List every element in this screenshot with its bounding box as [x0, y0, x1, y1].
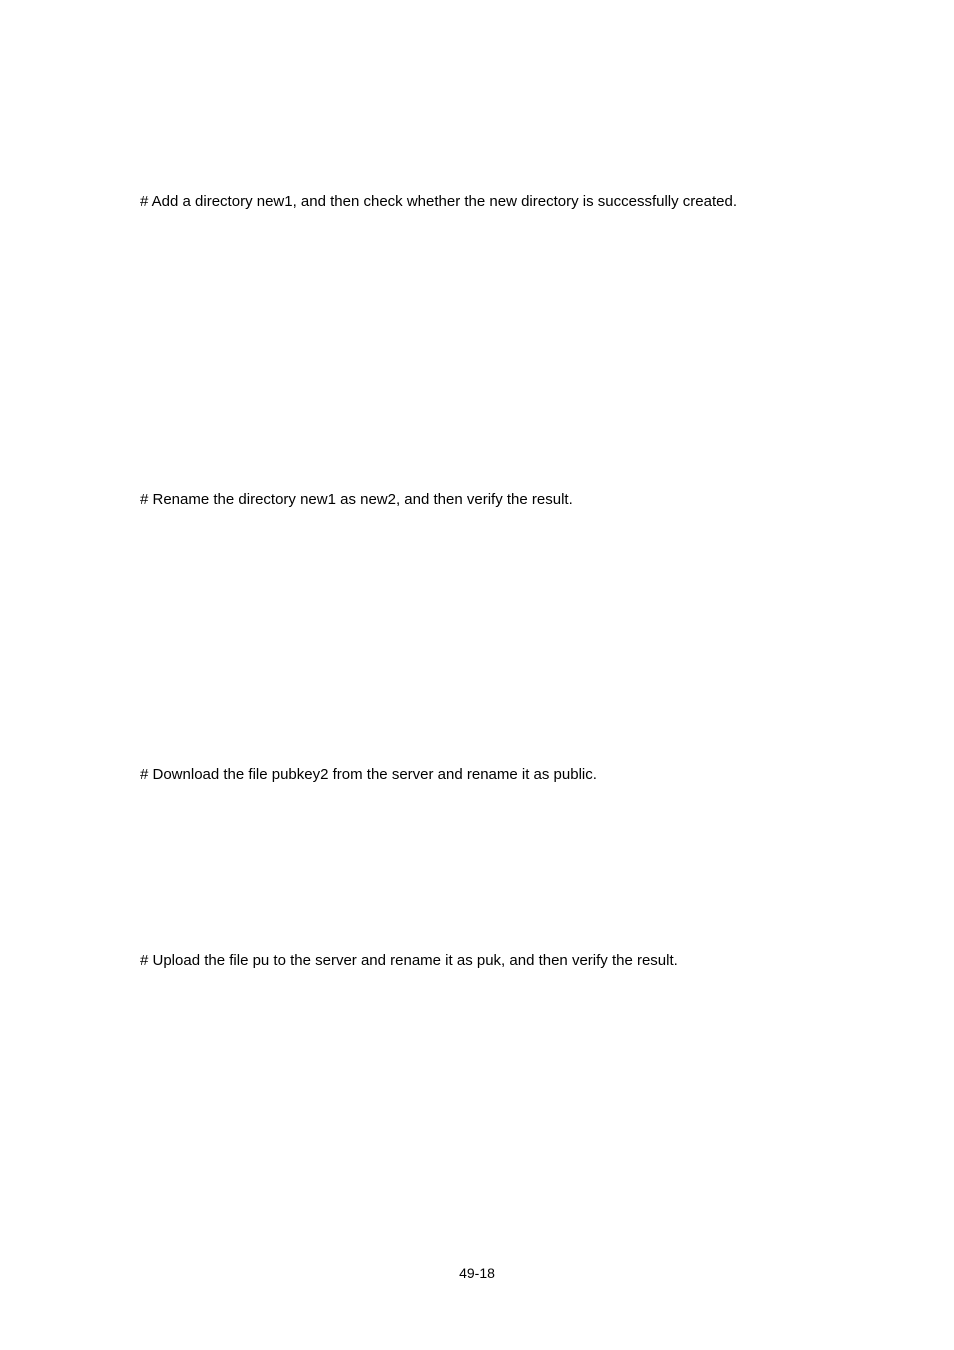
instruction-download-file: # Download the file pubkey2 from the server and rename it as public.	[140, 766, 597, 783]
instruction-upload-file: # Upload the file pu to the server and rename it as puk, and then verify the result.	[140, 952, 678, 969]
page-number: 49-18	[459, 1265, 495, 1281]
instruction-rename-directory: # Rename the directory new1 as new2, and then verify the result.	[140, 491, 573, 508]
instruction-add-directory: # Add a directory new1, and then check whether the new directory is successfully created.	[140, 193, 737, 210]
